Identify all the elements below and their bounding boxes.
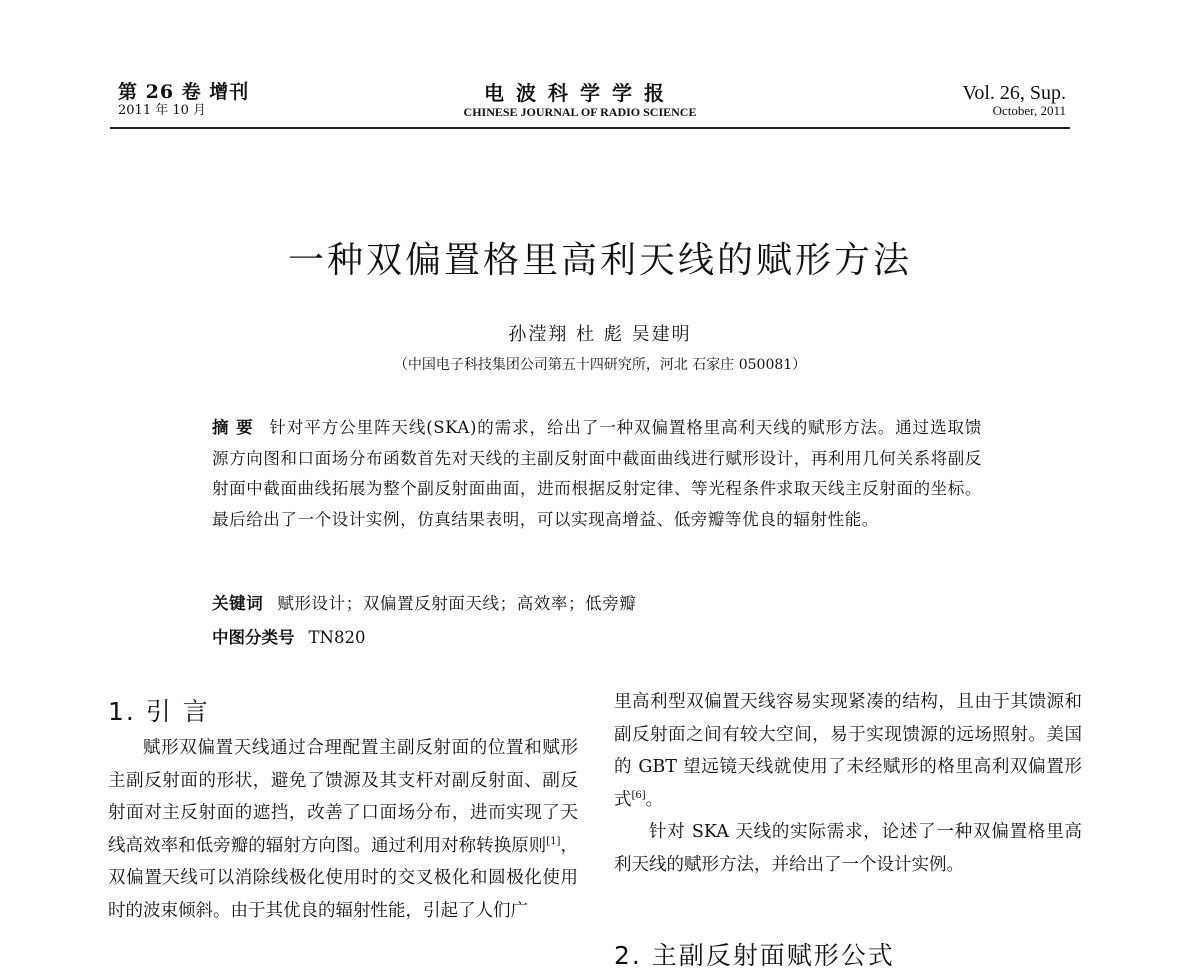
header-rule <box>110 127 1070 129</box>
keywords <box>212 590 636 614</box>
right-paragraph-1 <box>614 686 1082 816</box>
classification-code: TN820 <box>308 628 366 647</box>
intro-text-a: 赋形双偏置天线通过合理配置主副反射面的位置和赋形主副反射面的形状，避免了馈源及其支杆对副反射面、副反射面对主反射面的遮挡，改善了口面场分布，进而实现了天线高效率和低旁瓣的辐射方向图。通过利用对称转换原则 <box>108 738 578 856</box>
abstract-label: 摘 要 <box>212 418 254 437</box>
right-text-a: 里高利型双偏置天线容易实现紧凑的结构，且由于其馈源和副反射面之间有较大空间，易于实现馈源的远场照射。美国的 GBT 望远镜天线就使用了未经赋形的格里高利双偏置形式 <box>614 692 1082 810</box>
right-paragraph-2: 针对 SKA 天线的实际需求，论述了一种双偏置格里高利天线的赋形方法，并给出了一个设计实例。 <box>614 822 1082 875</box>
citation-6[interactable]: [6] <box>631 789 646 801</box>
date-label: 2011 年 10 月 <box>118 102 207 118</box>
left-column <box>108 732 578 927</box>
keywords-label: 关键词 <box>212 594 264 613</box>
classification-label: 中图分类号 <box>212 628 295 647</box>
paper-title: 一种双偏置格里高利天线的赋形方法 <box>287 240 912 281</box>
header-center <box>420 82 740 119</box>
classification <box>212 624 365 648</box>
abstract <box>212 413 982 535</box>
authors: 孙滢翔 杜 彪 吴建明 <box>508 324 692 345</box>
affiliation: （中国电子科技集团公司第五十四研究所，河北 石家庄 050081） <box>393 357 807 373</box>
volume-label-en: Vol. 26, Sup. <box>962 82 1066 104</box>
date-label-en: October, 2011 <box>992 103 1066 118</box>
abstract-text: 针对平方公里阵天线(SKA)的需求，给出了一种双偏置格里高利天线的赋形方法。通过选取馈源方向图和口面场分布函数首先对天线的主副反射面中截面曲线进行赋形设计，再利用几何关系将副反射面中截面曲线拓展为整个副反射面曲面，进而根据反射定律、等光程条件求取天线主反射面的坐标。最后给出了一个设计实例，仿真结果表明，可以实现高增益、低旁瓣等优良的辐射性能。 <box>212 418 982 529</box>
intro-paragraph <box>108 732 578 927</box>
keywords-text: 赋形设计；双偏置反射面天线；高效率；低旁瓣 <box>277 594 637 613</box>
right-column <box>614 686 1082 881</box>
journal-title-en: CHINESE JOURNAL OF RADIO SCIENCE <box>463 105 697 119</box>
citation-1[interactable]: [1] <box>546 835 561 847</box>
header-right <box>962 82 1066 118</box>
section-2-heading: 2. 主副反射面赋形公式 <box>614 941 895 970</box>
section-1-heading: 1. 引 言 <box>108 697 210 726</box>
volume-label: 第 26 卷 增刊 <box>118 81 250 103</box>
intro-text-b: ，双偏置天线可以消除线极化使用时的交叉极化和圆极化使用时的波束倾斜。由于其优良的辐射性能，引起了人们广 <box>108 835 579 921</box>
right-text-b: 。 <box>645 789 664 810</box>
journal-title-cn: 电波科学学报 <box>484 81 676 105</box>
header-left <box>118 82 249 118</box>
